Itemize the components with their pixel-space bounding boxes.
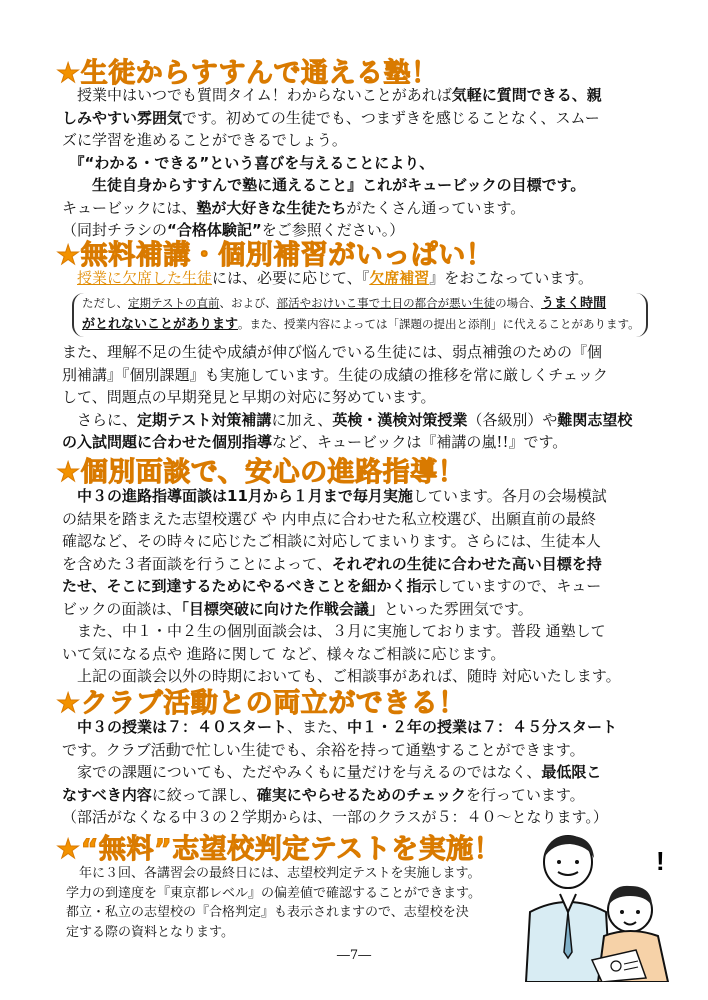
text-bold: 中３の授業は７：４０スタート [77,718,288,736]
text-bold: なすべき内容 [62,785,152,804]
text: していますので、キュー [436,577,602,595]
page-number: ―7― [336,948,372,963]
text: など、キュービックは『補講の嵐!!』です。 [272,433,568,451]
section-body-juku [62,84,654,242]
note-text: 。また、授業内容によっては「課題の提出と添削」に代えることがあります。 [238,317,640,331]
section-heading-mendan: ★個別面談で、安心の進路指導！ [56,457,466,488]
text: しています。各月の会場模試 [412,487,607,505]
text-bold: 英検・漢検対策授業 [332,410,468,429]
text-bold: 中１・２年の授業は７：４５分スタート [347,718,618,736]
text: また、理解不足の生徒や成績が伸び悩んでいる生徒には、弱点補強のための『個 [62,343,603,361]
text: キュービックには、 [62,198,197,217]
note-text: 部活やおけいこ事で土日の都合が悪い生徒 [276,296,496,310]
section-body-hoko-top [62,267,654,290]
note-text: の場合、 [495,296,542,310]
section-heading-juku: ★生徒からすすんで通える塾！ [56,58,439,89]
text: ビックの面談は、 [62,599,182,618]
section-body-test [66,864,506,942]
text: して、問題点の早期発見と早期の対応に努めています。 [62,388,436,406]
text: 授業中はいつでも質問タイム！わからないことがあれば [77,86,452,104]
text-bold: それぞれの生徒に合わせた高い目標を持 [331,554,602,573]
exclamation-mark: ! [656,846,665,876]
text-highlight: 授業に欠席した生徒 [77,269,213,287]
note-box [72,293,648,337]
text-bold: の入試問題に合わせた個別指導 [62,433,273,451]
text-bold: 定期テスト対策補講 [137,410,272,429]
note-text-bold: うまく時間 [541,296,607,311]
text: に絞って課し、 [151,785,257,804]
section-body-mendan [62,485,654,688]
text-bold: 気軽に質問できる、親 [451,86,602,104]
text: 、また、 [287,718,348,736]
text: をご参照ください。） [261,221,405,239]
note-text-bold: がとれないことがあります [82,317,239,332]
text-bold: しみやすい雰囲気 [62,108,183,127]
text: いて気になる点や 進路に関して など、様々なご相談に応じます。 [62,644,506,663]
section-heading-club: ★クラブ活動との両立ができる！ [56,688,466,719]
text: 年に３回、各講習会の最終日には、志望校判定テストを実施します。 [79,866,481,881]
text-bold: 「目標突破に向けた作戦会議」 [181,599,384,618]
text: です。クラブ活動で忙しい生徒でも、余裕を持って通塾することができます。 [62,740,585,759]
text: 別補講』『個別課題』も実施しています。生徒の成績の推移を常に厳しくチェック [62,365,608,384]
text: （部活がなくなる中３の２学期からは、一部のクラスが５：４０～となります。） [62,808,608,826]
text: ズに学習を進めることができるでしょう。 [62,131,347,149]
text: には、必要に応じて、『 [212,269,370,287]
note-text: ただし、 [82,296,128,310]
section-heading-test: ★“無料”志望校判定テストを実施！ [56,834,502,865]
note-text: 定期テストの直前 [128,296,220,310]
text: を行っています。 [465,785,585,804]
text-bold: 塾が大好きな生徒たち [196,198,347,217]
text: 』をおこなっています。 [429,269,594,287]
section-body-hoko [62,341,654,454]
text-bold: 難関志望校 [557,410,633,429]
text: です。初めての生徒でも、つまずきを感じることなく、スムー [182,108,600,127]
text-highlight: 欠席補習 [369,269,430,287]
text: に加え、 [271,410,333,429]
text: を含めた３者面談を行うことによって、 [62,554,332,573]
goal-line-1: 『“わかる・できる”という喜びを与えることにより、 [77,153,435,172]
text: （同封チラシの [62,221,168,239]
text: 確認など、その時々に応じたご相談に対応してまいります。さらには、生徒本人 [62,532,601,550]
section-body-club [62,716,654,829]
text-bold: たせ、そこに到達するためにやるべきことを細かく指示 [62,577,437,595]
text: さらに、 [77,410,138,429]
text-bold: 中３の進路指導面談は11月から１月まで毎月実施 [77,487,413,505]
text: また、中１・中２生の個別面談会は、３月に実施しております。普段 通塾して [77,622,606,640]
text: （各級別）や [467,410,558,429]
text: の結果を踏まえた志望校選び や 内申点に合わせた私立校選び、出願直前の最終 [62,509,596,528]
goal-line-2: 生徒自身からすすんで塾に通えること』これがキュービックの目標です。 [92,176,586,194]
text-bold: 最低限こ [541,763,602,781]
text-bold: “合格体験記” [167,221,262,239]
text: 学力の到達度を『東京都レベル』の偏差値で確認することができます。 [66,885,481,901]
section-heading-hoko: ★無料補講・個別補習がいっぱい！ [56,240,494,271]
text-bold: 確実にやらせるためのチェック [256,785,466,804]
text: といった雰囲気です。 [383,599,533,618]
text: 家での課題についても、ただやみくもに量だけを与えるのではなく、 [77,763,542,781]
note-text: 、および、 [219,296,277,310]
text: 上記の面談会以外の時期においても、ご相談事があれば、随時 対応いたします。 [77,667,621,685]
text: 定する際の資料となります。 [66,924,234,940]
text: 都立・私立の志望校の『合格判定』も表示されますので、志望校を決 [66,905,469,920]
text: がたくさん通っています。 [346,198,526,217]
